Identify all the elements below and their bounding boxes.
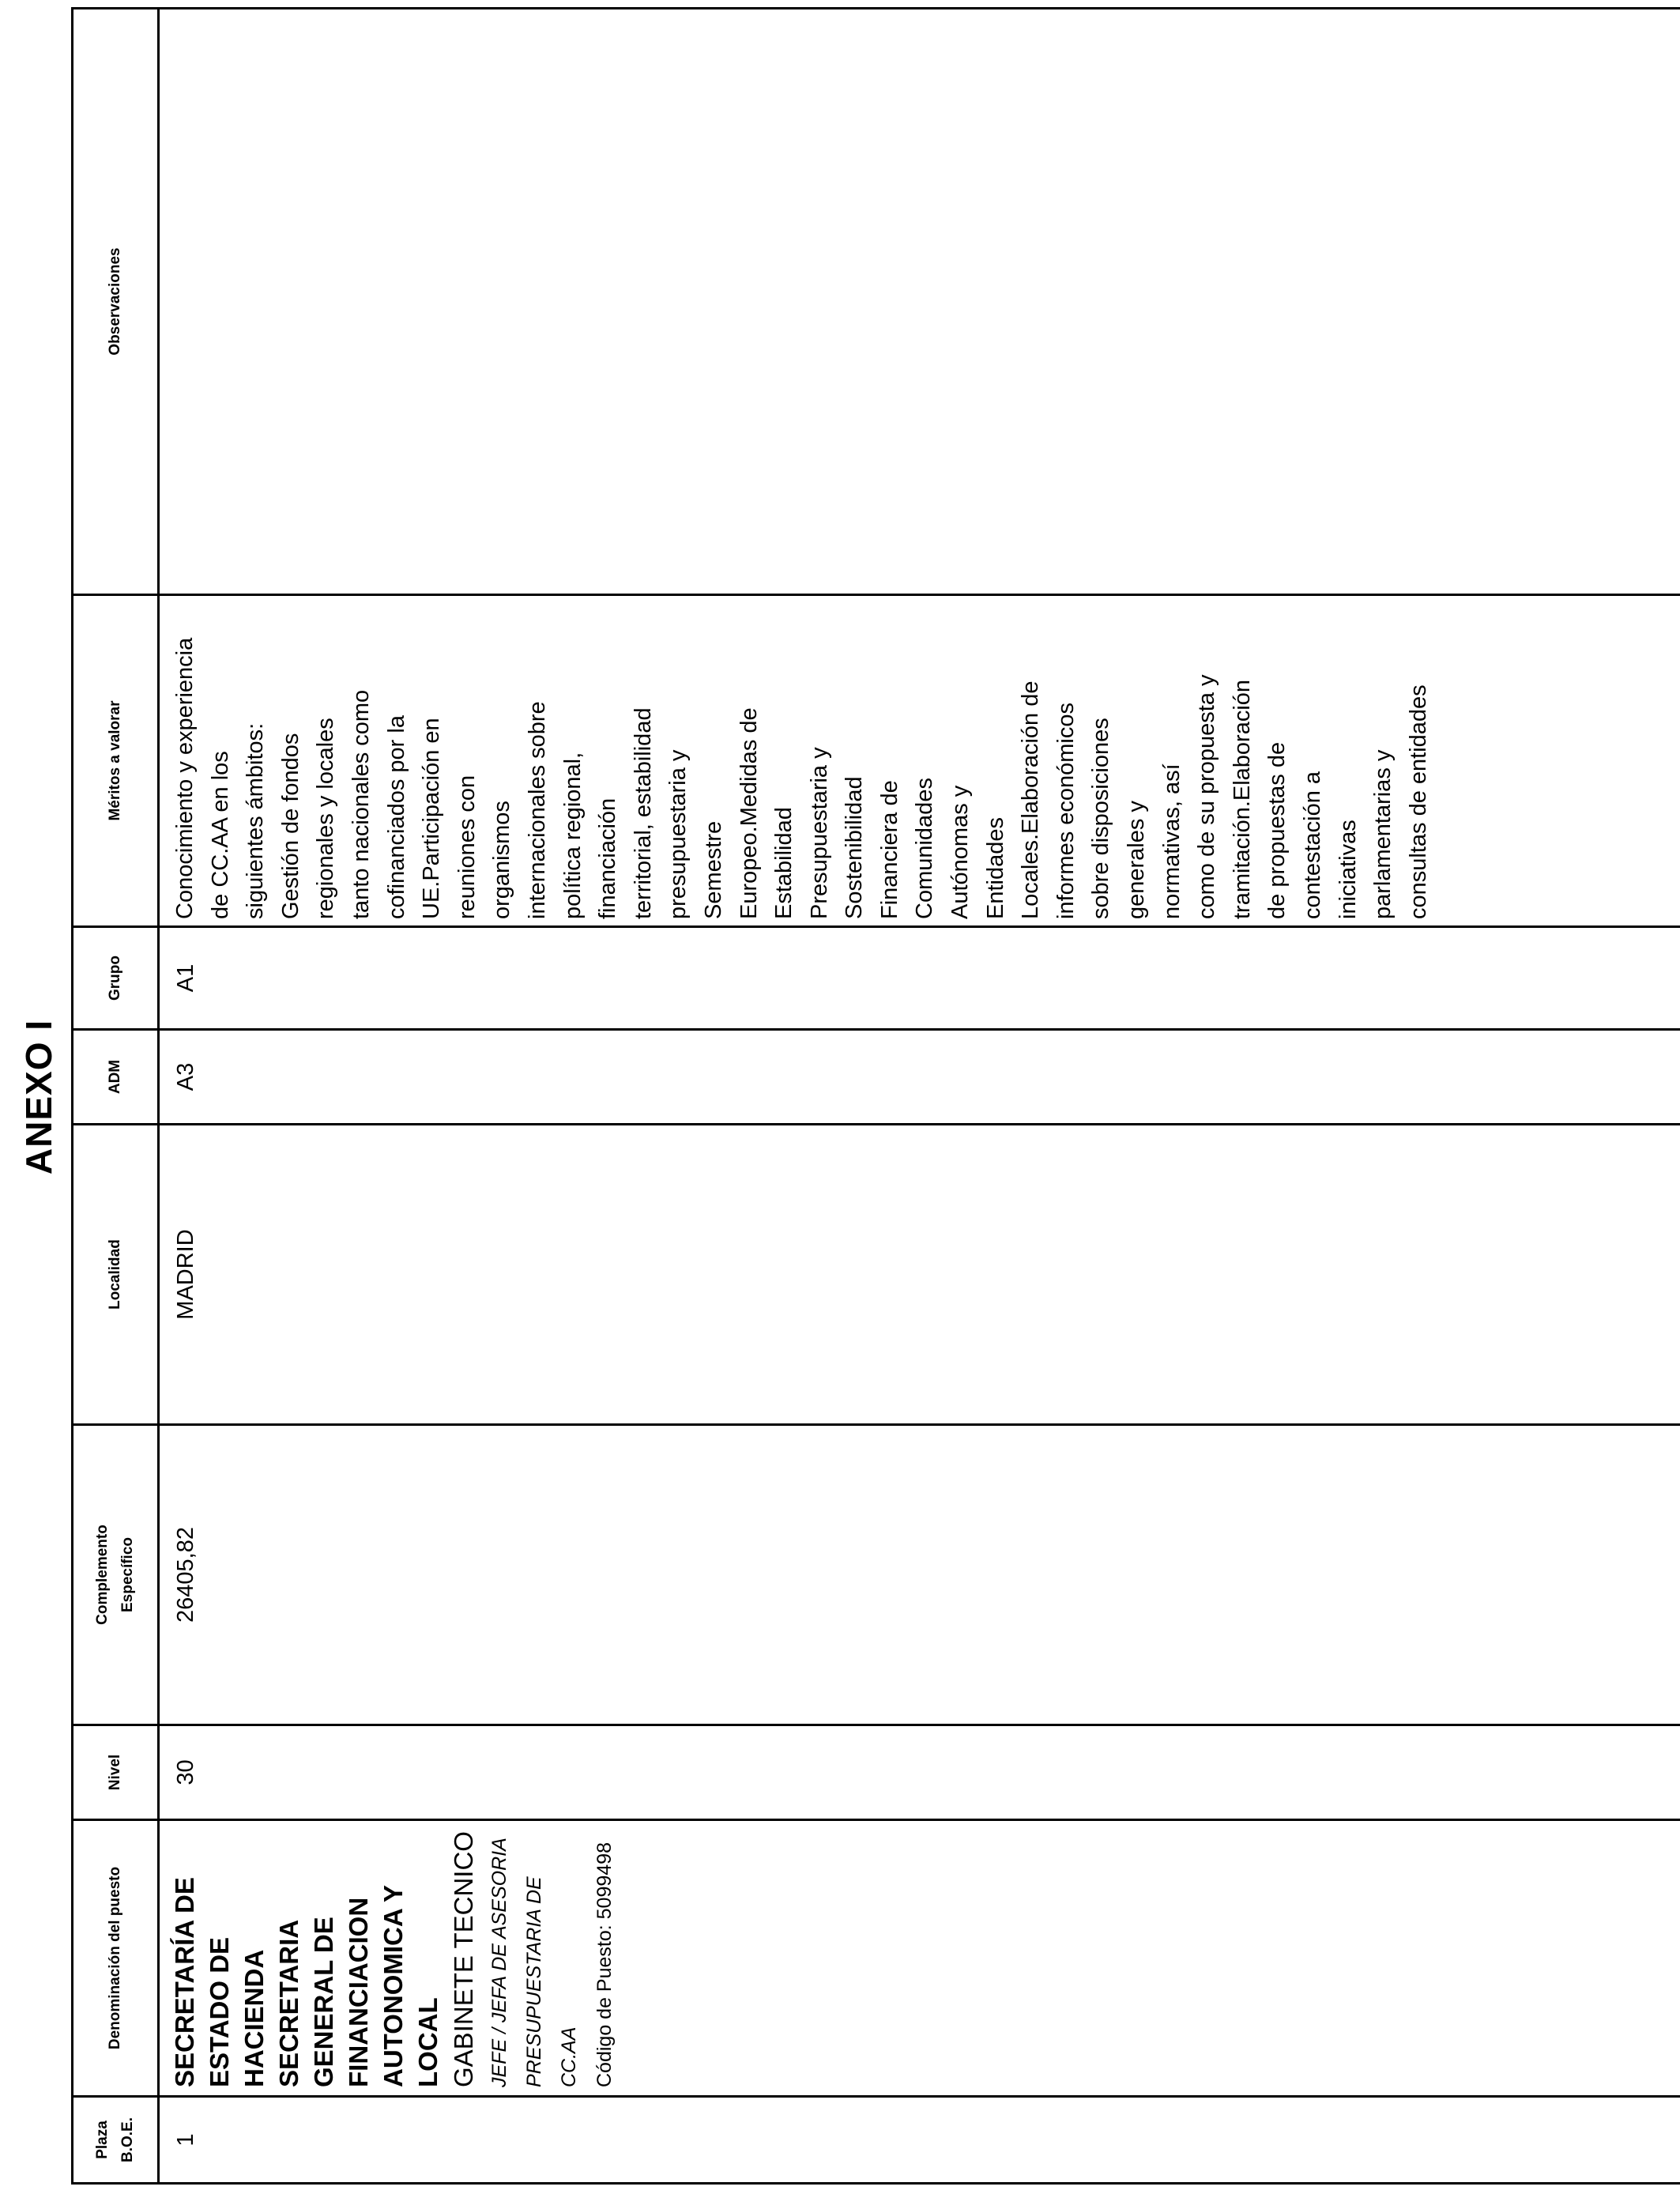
merit-line: Locales.Elaboración de xyxy=(1018,680,1044,919)
positions-table xyxy=(71,7,1680,2185)
department-line: FINANCIACION AUTONOMICA Y xyxy=(344,1884,408,2087)
merit-line: iniciativas xyxy=(1335,820,1361,919)
merit-line: de CC.AA en los xyxy=(207,751,233,919)
department-line: SECRETARÍA DE ESTADO DE xyxy=(170,1877,234,2087)
department-line: HACIENDA xyxy=(239,1949,269,2087)
cell-denominacion xyxy=(159,1820,1680,2097)
header-plaza-line1: Plaza xyxy=(94,2120,111,2159)
merit-line: regionales y locales xyxy=(313,718,339,919)
header-complemento xyxy=(73,1425,159,1725)
merit-line: informes económicos xyxy=(1053,703,1079,919)
header-meritos: Méritos a valorar xyxy=(73,595,159,927)
department-line: SECRETARIA GENERAL DE xyxy=(274,1917,338,2087)
merit-line: generales y xyxy=(1124,801,1150,919)
page-title: ANEXO I xyxy=(18,1019,59,1175)
merit-line: Comunidades xyxy=(912,778,938,919)
merit-line: contestación a xyxy=(1300,771,1325,919)
header-grupo: Grupo xyxy=(73,927,159,1030)
header-complemento-line2: Específico xyxy=(119,1536,136,1613)
merit-line: Semestre xyxy=(700,820,726,919)
table-header-row xyxy=(73,9,159,2184)
header-observaciones: Observaciones xyxy=(73,9,159,595)
merit-line: Sostenibilidad xyxy=(842,776,868,919)
post-code: Código de Puesto: 5099498 xyxy=(593,1842,616,2087)
merit-line: de propuestas de xyxy=(1264,741,1290,919)
merit-line: Financiera de xyxy=(876,780,902,919)
header-localidad: Localidad xyxy=(73,1125,159,1425)
merit-line: organismos xyxy=(489,801,515,919)
post-name-line: CC.AA xyxy=(558,2026,580,2087)
merit-line: Europeo.Medidas de xyxy=(736,707,762,919)
merit-line: territorial, estabilidad xyxy=(630,707,656,919)
cell-grupo: A1 xyxy=(159,927,1680,1030)
unit-name: GABINETE TECNICO xyxy=(449,1831,478,2087)
merit-line: consultas de entidades xyxy=(1405,684,1431,919)
cell-plaza: 1 xyxy=(159,2097,1680,2184)
cell-nivel: 30 xyxy=(159,1725,1680,1820)
cell-observaciones xyxy=(159,9,1680,595)
cell-localidad: MADRID xyxy=(159,1125,1680,1425)
merit-line: Conocimiento y experiencia xyxy=(172,637,198,919)
header-plaza xyxy=(73,2097,159,2184)
header-plaza-line2: B.O.E. xyxy=(119,2117,136,2163)
merit-line: tramitación.Elaboración xyxy=(1229,679,1255,919)
merit-line: Presupuestaria y xyxy=(806,747,832,919)
post-name-line: JEFE / JEFA DE ASESORIA PRESUPUESTARIA DE xyxy=(488,1838,545,2087)
merit-line: política regional, xyxy=(559,752,586,919)
header-complemento-line1: Complemento xyxy=(94,1525,111,1625)
merit-line: presupuestaria y xyxy=(665,749,691,919)
department-line: LOCAL xyxy=(413,1997,443,2087)
merit-line: Autónomas y xyxy=(947,785,974,919)
cell-complemento: 26405,82 xyxy=(159,1425,1680,1725)
merit-line: como de su propuesta y xyxy=(1194,674,1220,919)
merit-line: Gestión de fondos xyxy=(277,733,303,919)
merit-line: UE.Participación en xyxy=(419,718,445,919)
header-nivel: Nivel xyxy=(73,1725,159,1820)
table-row xyxy=(159,9,1680,2184)
merit-line: financiación xyxy=(595,797,621,919)
merit-line: normativas, así xyxy=(1158,763,1185,919)
merit-line: parlamentarias y xyxy=(1370,749,1396,919)
cell-adm: A3 xyxy=(159,1030,1680,1125)
merit-line: sobre disposiciones xyxy=(1088,718,1114,919)
merits-list xyxy=(168,601,1436,919)
merit-line: Entidades xyxy=(982,817,1008,919)
merit-line: cofinanciados por la xyxy=(383,715,409,919)
header-adm: ADM xyxy=(73,1030,159,1125)
merit-line: Estabilidad xyxy=(771,807,797,919)
merit-line: siguientes ámbitos: xyxy=(243,722,269,919)
header-denominacion: Denominación del puesto xyxy=(73,1820,159,2097)
merit-line: reuniones con xyxy=(454,775,480,919)
merit-line: tanto nacionales como xyxy=(348,689,374,919)
cell-meritos xyxy=(159,595,1680,927)
merit-line: internacionales sobre xyxy=(524,701,550,919)
